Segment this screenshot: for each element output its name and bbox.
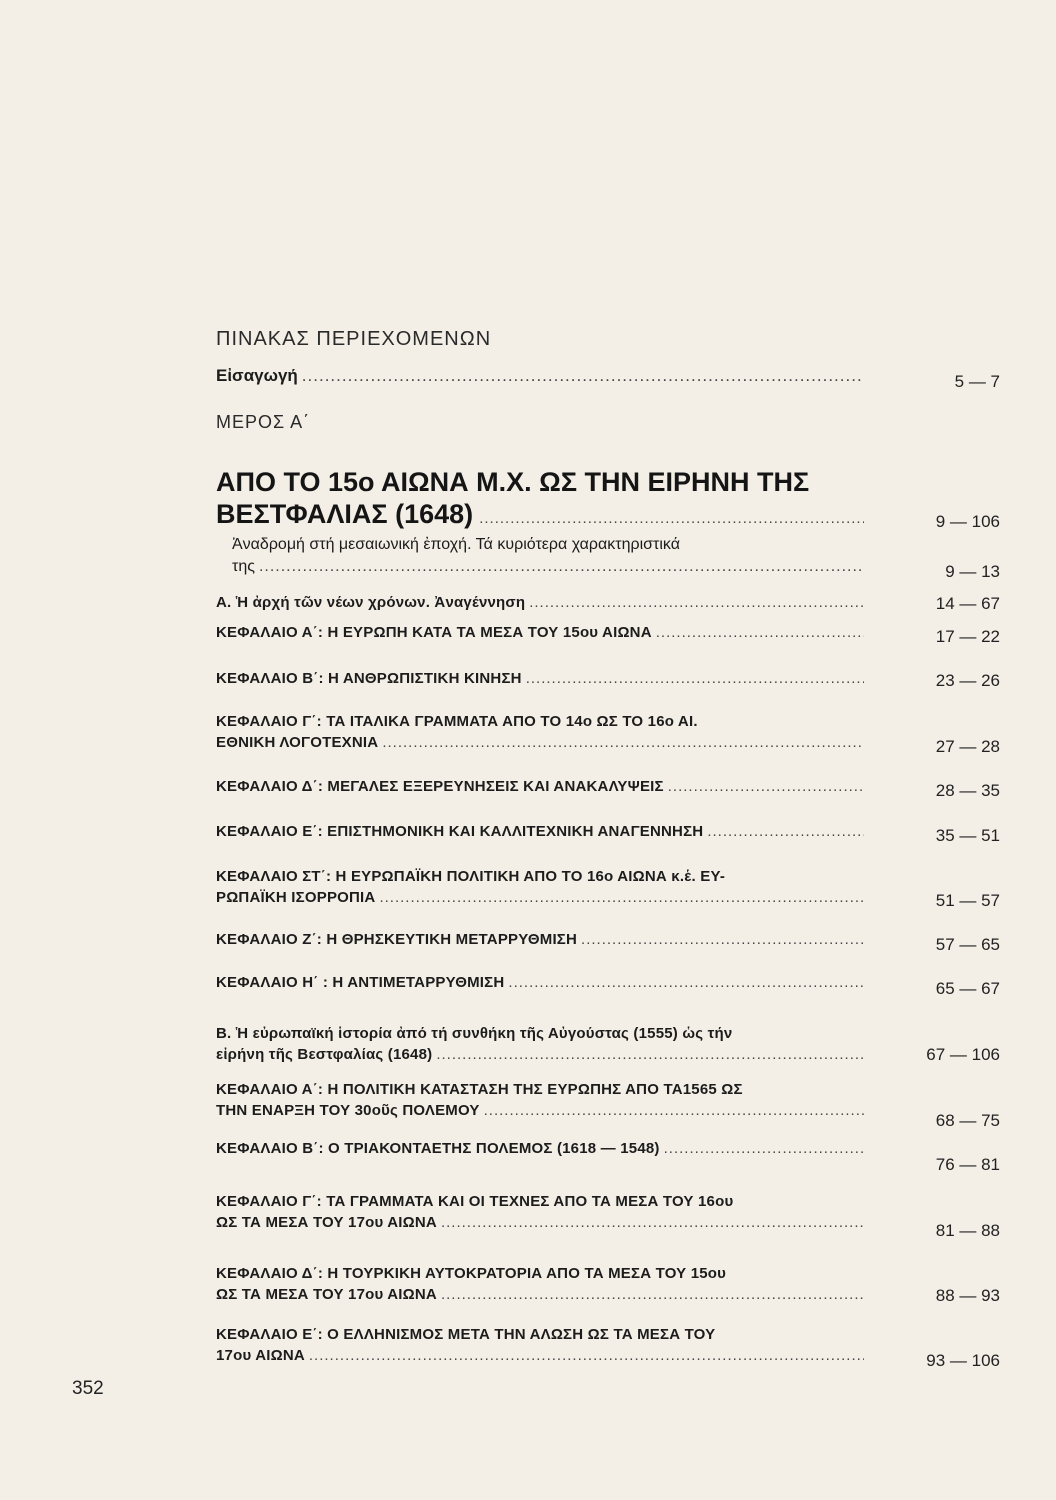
- toc-entry-text: ΩΣ ΤΑ ΜΕΣΑ ΤΟΥ 17ου ΑΙΩΝΑ: [216, 1214, 437, 1231]
- toc-entry-pages: 17 — 22: [935, 627, 1000, 646]
- intro-entry: [216, 366, 864, 386]
- leader-dots: [484, 1100, 864, 1121]
- leader-dots: [441, 1212, 864, 1233]
- toc-entry-text: ΤΗΝ ΕΝΑΡΞΗ ΤΟΥ 30οῦς ΠΟΛΕΜΟΥ: [216, 1102, 480, 1119]
- leader-dots: [379, 887, 864, 908]
- toc-entry-ch-b-g[interactable]: [216, 1191, 864, 1233]
- leader-dots: [529, 592, 864, 613]
- toc-entry-pages: 51 — 57: [935, 891, 1000, 910]
- toc-entry-pages: 14 — 67: [935, 594, 1000, 613]
- toc-entry-text: Α. Ἡ ἀρχή τῶν νέων χρόνων. Ἀναγέννηση: [216, 594, 526, 611]
- leader-dots: [479, 503, 864, 535]
- leader-dots: [436, 1044, 864, 1065]
- toc-entry-text: ΚΕΦΑΛΑΙΟ Η΄ : Η ΑΝΤΙΜΕΤΑΡΡΥΘΜΙΣΗ: [216, 974, 505, 991]
- toc-entry-text: της: [232, 558, 255, 575]
- leader-dots: [581, 929, 864, 950]
- toc-entry-pages: 23 — 26: [935, 671, 1000, 690]
- toc-entry-pages: 93 — 106: [926, 1351, 1000, 1370]
- toc-entry-ch-b[interactable]: [216, 668, 864, 689]
- toc-entry-ch-g[interactable]: [216, 711, 864, 753]
- leader-dots: [508, 972, 864, 993]
- toc-entry-text: ΚΕΦΑΛΑΙΟ Β΄: Η ΑΝΘΡΩΠΙΣΤΙΚΗ ΚΙΝΗΣΗ: [216, 670, 522, 687]
- leader-dots: [707, 821, 864, 842]
- toc-entry-text: ΚΕΦΑΛΑΙΟ Δ΄: Η ΤΟΥΡΚΙΚΗ ΑΥΤΟΚΡΑΤΟΡΙΑ ΑΠΟ ΤΑ ΜΕΣΑ ΤΟΥ 15ου: [216, 1265, 727, 1282]
- toc-entry-pages: 88 — 93: [935, 1286, 1000, 1305]
- toc-entry-text: ΕΘΝΙΚΗ ΛΟΓΟΤΕΧΝΙΑ: [216, 734, 379, 751]
- intro-pages: 5 — 7: [954, 372, 1000, 391]
- leader-dots: [259, 556, 864, 578]
- toc-entry-text: ΚΕΦΑΛΑΙΟ Β΄: Ο ΤΡΙΑΚΟΝΤΑΕΤΗΣ ΠΟΛΕΜΟΣ (1618 — 1548): [216, 1140, 660, 1157]
- toc-entry-pages: 57 — 65: [935, 935, 1000, 954]
- leader-dots: [526, 668, 864, 689]
- toc-entry-text: ΚΕΦΑΛΑΙΟ Ζ΄: Η ΘΡΗΣΚΕΥΤΙΚΗ ΜΕΤΑΡΡΥΘΜΙΣΗ: [216, 931, 578, 948]
- part-heading-line1: ΑΠΟ ΤΟ 15ο ΑΙΩΝΑ Μ.Χ. ΩΣ ΤΗΝ ΕΙΡΗΝΗ ΤΗΣ: [216, 467, 810, 497]
- toc-entry-text: ΚΕΦΑΛΑΙΟ Ε΄: ΕΠΙΣΤΗΜΟΝΙΚΗ ΚΑΙ ΚΑΛΛΙΤΕΧΝΙΚΗ ΑΝΑΓΕΝΝΗΣΗ: [216, 823, 704, 840]
- toc-entry-ch-e[interactable]: [216, 821, 864, 842]
- toc-entry-text: ΚΕΦΑΛΑΙΟ Ε΄: Ο ΕΛΛΗΝΙΣΜΟΣ ΜΕΤΑ ΤΗΝ ΑΛΩΣΗ ΩΣ ΤΑ ΜΕΣΑ ΤΟΥ: [216, 1326, 716, 1343]
- leader-dots: [441, 1284, 864, 1305]
- intro-label: Εἰσαγωγή: [216, 366, 298, 385]
- part-heading-line2: ΒΕΣΤΦΑΛΙΑΣ (1648): [216, 499, 474, 529]
- toc-entry-text: ΚΕΦΑΛΑΙΟ ΣΤ΄: Η ΕΥΡΩΠΑΪΚΗ ΠΟΛΙΤΙΚΗ ΑΠΟ ΤΟ 16ο ΑΙΩΝΑ κ.ἑ. ΕΥ-: [216, 868, 726, 885]
- toc-entry-text: ΚΕΦΑΛΑΙΟ Δ΄: ΜΕΓΑΛΕΣ ΕΞΕΡΕΥΝΗΣΕΙΣ ΚΑΙ ΑΝΑΚΑΛΥΨΕΙΣ: [216, 778, 664, 795]
- toc-entry-review[interactable]: [232, 534, 864, 578]
- toc-entry-pages: 76 — 81: [935, 1155, 1000, 1174]
- part-heading: [216, 466, 876, 535]
- toc-entry-section-b[interactable]: [216, 1023, 864, 1065]
- toc-entry-pages: 81 — 88: [935, 1221, 1000, 1240]
- toc-entry-text: Ἀναδρομή στή μεσαιωνική ἐποχή. Τά κυριότερα χαρακτηριστικά: [232, 536, 680, 553]
- toc-entry-text: ΩΣ ΤΑ ΜΕΣΑ ΤΟΥ 17ου ΑΙΩΝΑ: [216, 1286, 437, 1303]
- leader-dots: [309, 1345, 864, 1366]
- part-label: ΜΕΡΟΣ Α΄: [216, 412, 311, 432]
- toc-entry-ch-d[interactable]: [216, 776, 864, 797]
- toc-entry-section-a[interactable]: [216, 592, 864, 613]
- toc-entry-pages: 28 — 35: [935, 781, 1000, 800]
- page-number: 352: [72, 1378, 104, 1399]
- toc-entry-text: ΚΕΦΑΛΑΙΟ Γ΄: ΤΑ ΙΤΑΛΙΚΑ ΓΡΑΜΜΑΤΑ ΑΠΟ ΤΟ 14ο ΩΣ ΤΟ 16ο ΑΙ.: [216, 713, 698, 730]
- leader-dots: [668, 776, 864, 797]
- toc-entry-pages: 27 — 28: [935, 737, 1000, 756]
- toc-entry-ch-h[interactable]: [216, 972, 864, 993]
- toc-entry-ch-b-e[interactable]: [216, 1324, 864, 1366]
- toc-entry-text: Β. Ἡ εὐρωπαϊκή ἱστορία ἀπό τή συνθήκη τῆς Αὐγούστας (1555) ὡς τήν: [216, 1025, 733, 1042]
- toc-entry-ch-b-b[interactable]: [216, 1138, 864, 1159]
- toc-entry-ch-a[interactable]: [216, 622, 864, 643]
- leader-dots: [664, 1138, 864, 1159]
- toc-entry-ch-b-d[interactable]: [216, 1263, 864, 1305]
- toc-entry-pages: 65 — 67: [935, 979, 1000, 998]
- toc-entry-pages: 9 — 13: [945, 562, 1000, 581]
- toc-entry-ch-b-a[interactable]: [216, 1079, 864, 1121]
- part-heading-pages: 9 — 106: [935, 512, 1000, 531]
- toc-entry-text: ΚΕΦΑΛΑΙΟ Γ΄: ΤΑ ΓΡΑΜΜΑΤΑ ΚΑΙ ΟΙ ΤΕΧΝΕΣ ΑΠΟ ΤΑ ΜΕΣΑ ΤΟΥ 16ου: [216, 1193, 734, 1210]
- toc-entry-text: εἰρήνη τῆς Βεστφαλίας (1648): [216, 1046, 433, 1063]
- toc-entry-pages: 35 — 51: [935, 826, 1000, 845]
- toc-entry-text: ΡΩΠΑΪΚΗ ΙΣΟΡΡΟΠΙΑ: [216, 889, 376, 906]
- toc-entry-pages: 68 — 75: [935, 1111, 1000, 1130]
- toc-entry-ch-st[interactable]: [216, 866, 864, 908]
- toc-entry-text: ΚΕΦΑΛΑΙΟ Α΄: Η ΕΥΡΩΠΗ ΚΑΤΑ ΤΑ ΜΕΣΑ ΤΟΥ 15ου ΑΙΩΝΑ: [216, 624, 652, 641]
- toc-entry-text: ΚΕΦΑΛΑΙΟ Α΄: Η ΠΟΛΙΤΙΚΗ ΚΑΤΑΣΤΑΣΗ ΤΗΣ ΕΥΡΩΠΗΣ ΑΠΟ ΤΑ1565 ΩΣ: [216, 1081, 743, 1098]
- toc-title: ΠΙΝΑΚΑΣ ΠΕΡΙΕΧΟΜΕΝΩΝ: [216, 328, 492, 350]
- toc-entry-text: 17ου ΑΙΩΝΑ: [216, 1347, 305, 1364]
- toc-entry-ch-z[interactable]: [216, 929, 864, 950]
- toc-entry-pages: 67 — 106: [926, 1045, 1000, 1064]
- leader-dots: [302, 366, 864, 386]
- leader-dots: [382, 732, 864, 753]
- leader-dots: [656, 622, 864, 643]
